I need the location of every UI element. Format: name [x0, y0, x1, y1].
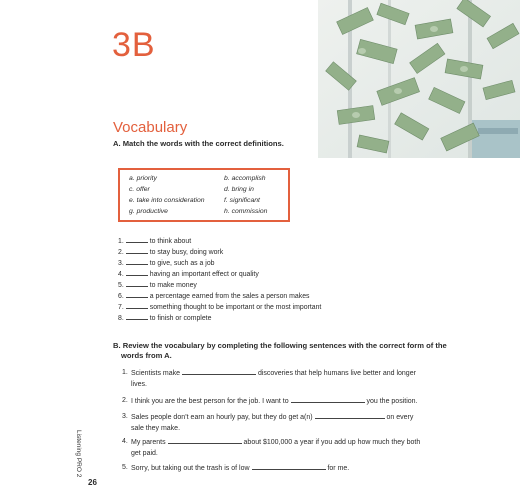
answer-blank[interactable]	[126, 247, 148, 254]
definition-item: 5. to make money	[118, 282, 197, 289]
answer-blank[interactable]	[126, 302, 148, 309]
answer-line[interactable]	[315, 411, 385, 419]
answer-blank[interactable]	[126, 269, 148, 276]
sentence-item: 2. I think you are the best person for the job. I want to you the position.	[122, 397, 418, 405]
option-h: h. commission	[224, 208, 268, 215]
answer-blank[interactable]	[126, 280, 148, 287]
definition-item: 1. to think about	[118, 238, 192, 245]
side-label: Listening PRO 2	[75, 430, 82, 478]
sentence-item: 5. Sorry, but taking out the trash is of low for me.	[122, 464, 350, 472]
answer-blank[interactable]	[126, 291, 148, 298]
option-d: d. bring in	[224, 186, 254, 193]
option-f: f. significant	[224, 197, 260, 204]
part-a-instruction: A. Match the words with the correct definitions.	[113, 139, 284, 148]
definition-item: 3. to give, such as a job	[118, 260, 215, 267]
option-b: b. accomplish	[224, 175, 266, 182]
sentence-item: 4. My parents about $100,000 a year if you add up how much they both get paid.	[122, 438, 421, 457]
sentence-item: 3. Sales people don’t earn an hourly pay, but they do get a(n) on every sale they make.	[122, 413, 414, 432]
definition-item: 2. to stay busy, doing work	[118, 249, 224, 256]
unit-label: 3B	[112, 26, 156, 64]
option-a: a. priority	[129, 175, 157, 182]
part-b-instruction: B. Review the vocabulary by completing the following sentences with the correct form of the words from A.	[113, 341, 447, 360]
word-bank	[118, 168, 290, 222]
definition-item: 6. a percentage earned from the sales a person makes	[118, 293, 310, 300]
definition-item: 8. to finish or complete	[118, 315, 212, 322]
answer-line[interactable]	[182, 367, 256, 375]
option-e: e. take into consideration	[129, 197, 205, 204]
money-photo	[318, 0, 520, 158]
answer-line[interactable]	[168, 436, 242, 444]
option-c: c. offer	[129, 186, 150, 193]
page-number: 26	[88, 478, 97, 487]
definition-item: 4. having an important effect or quality	[118, 271, 259, 278]
answer-blank[interactable]	[126, 313, 148, 320]
answer-line[interactable]	[291, 395, 365, 403]
section-title: Vocabulary	[113, 119, 188, 136]
answer-blank[interactable]	[126, 258, 148, 265]
answer-line[interactable]	[252, 462, 326, 470]
answer-blank[interactable]	[126, 236, 148, 243]
option-g: g. productive	[129, 208, 168, 215]
definition-item: 7. something thought to be important or the most important	[118, 304, 322, 311]
money-falling-image	[318, 0, 520, 158]
sentence-item: 1. Scientists make discoveries that help humans live better and longer lives.	[122, 369, 416, 388]
